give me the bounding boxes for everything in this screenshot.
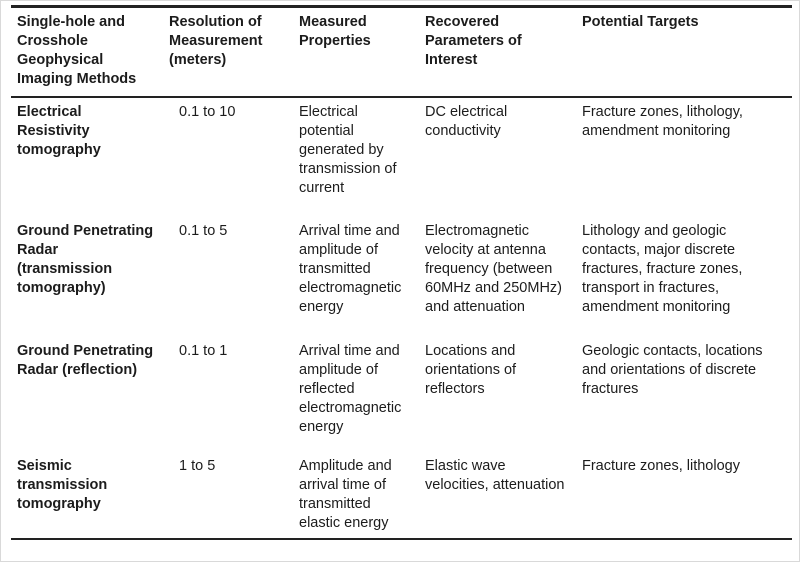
- table-row-gpr-reflection: [11, 337, 792, 452]
- cell-measured-properties: Amplitude and arrival time of transmitted elastic energy: [299, 458, 392, 531]
- cell-potential-targets: Geologic contacts, locations and orientations of discrete fractures: [582, 343, 763, 397]
- header-methods: Single-hole and Crosshole Geophysical Imaging Methods: [11, 7, 163, 98]
- header-measured-properties: Measured Properties: [293, 7, 419, 98]
- header-resolution: Resolution of Measurement (meters): [163, 7, 293, 98]
- cell-recovered-parameters: Electromagnetic velocity at antenna frequency (between 60MHz and 250MHz) and attenuation: [425, 223, 562, 315]
- cell-potential-targets: Fracture zones, lithology, amendment monitoring: [582, 104, 743, 139]
- cell-recovered-parameters: Locations and orientations of reflectors: [425, 343, 517, 397]
- cell-resolution: 0.1 to 1: [179, 343, 228, 359]
- table-row-electrical-resistivity: [11, 97, 792, 217]
- cell-method: Electrical Resistivity tomography: [17, 104, 101, 158]
- cell-resolution: 0.1 to 5: [179, 223, 228, 239]
- cell-measured-properties: Arrival time and amplitude of reflected electromagnetic energy: [299, 343, 402, 435]
- cell-recovered-parameters: DC electrical conductivity: [425, 104, 508, 139]
- header-row: [11, 7, 792, 98]
- cell-measured-properties: Arrival time and amplitude of transmitted electromagnetic energy: [299, 223, 402, 315]
- table-body: [11, 97, 792, 539]
- cell-measured-properties: Electrical potential generated by transmission of current: [299, 104, 397, 196]
- cell-method: Seismic transmission tomography: [17, 458, 108, 512]
- header-recovered-parameters: Recovered Parameters of Interest: [419, 7, 576, 98]
- cell-method: Ground Penetrating Radar (reflection): [17, 343, 154, 378]
- cell-potential-targets: Fracture zones, lithology: [582, 458, 740, 474]
- header-potential-targets: Potential Targets: [576, 7, 792, 98]
- table-row-gpr-transmission: [11, 217, 792, 337]
- cell-method: Ground Penetrating Radar (transmission tomography): [17, 223, 154, 296]
- cell-potential-targets: Lithology and geologic contacts, major discrete fractures, fracture zones, transport in fractures, amendment monitoring: [582, 223, 743, 315]
- table-row-seismic-transmission: [11, 452, 792, 539]
- cell-recovered-parameters: Elastic wave velocities, attenuation: [425, 458, 565, 493]
- cell-resolution: 0.1 to 10: [179, 104, 236, 120]
- table-header: [11, 7, 792, 98]
- geophysical-methods-table: [11, 5, 792, 540]
- cell-resolution: 1 to 5: [179, 458, 216, 474]
